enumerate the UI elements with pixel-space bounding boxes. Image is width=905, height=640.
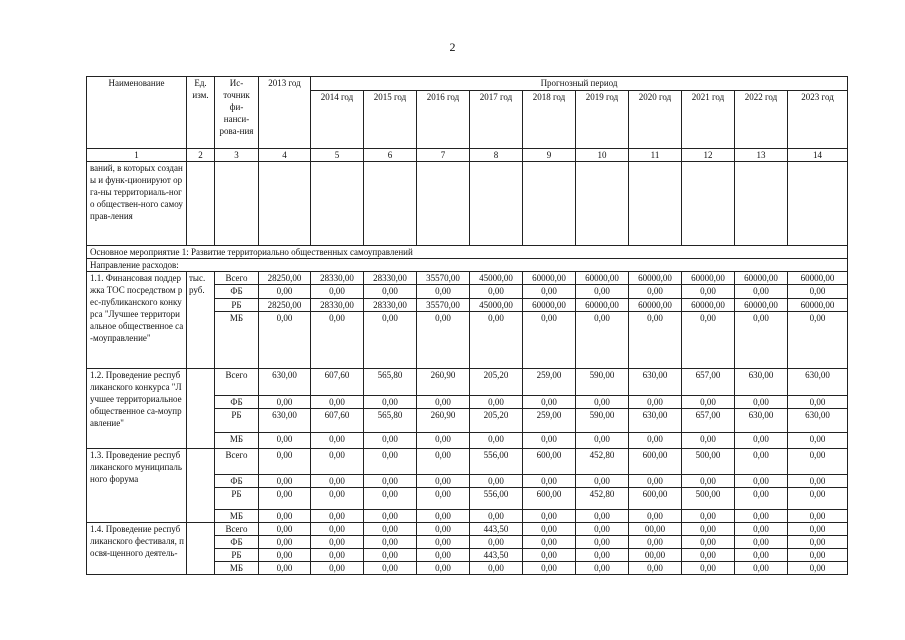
header-year: 2021 год xyxy=(682,91,735,149)
value-cell: 60000,00 xyxy=(682,272,735,285)
source-cell: РБ xyxy=(215,549,259,562)
value-cell: 0,00 xyxy=(735,523,788,536)
value-cell: 630,00 xyxy=(735,409,788,433)
value-cell: 0,00 xyxy=(788,562,848,575)
empty-cell xyxy=(259,162,311,246)
source-cell: Всего xyxy=(215,523,259,536)
value-cell: 35570,00 xyxy=(417,299,470,312)
value-cell: 0,00 xyxy=(788,433,848,449)
header-year: 2018 год xyxy=(523,91,576,149)
source-cell: ФБ xyxy=(215,285,259,299)
value-cell: 0,00 xyxy=(417,562,470,575)
value-cell: 600,00 xyxy=(629,488,682,510)
value-cell: 0,00 xyxy=(576,285,629,299)
table-row xyxy=(87,246,848,259)
empty-cell xyxy=(364,162,417,246)
value-cell: 0,00 xyxy=(735,510,788,523)
value-cell: 0,00 xyxy=(735,562,788,575)
value-cell: 0,00 xyxy=(629,562,682,575)
source-cell: РБ xyxy=(215,488,259,510)
value-cell: 0,00 xyxy=(523,562,576,575)
value-cell: 0,00 xyxy=(311,536,364,549)
value-cell: 0,00 xyxy=(259,449,311,475)
value-cell: 600,00 xyxy=(629,449,682,475)
value-cell: 0,00 xyxy=(311,285,364,299)
value-cell: 0,00 xyxy=(311,549,364,562)
value-cell: 0,00 xyxy=(523,510,576,523)
value-cell: 0,00 xyxy=(629,433,682,449)
value-cell: 60000,00 xyxy=(576,272,629,285)
value-cell: 0,00 xyxy=(629,312,682,369)
value-cell: 0,00 xyxy=(682,562,735,575)
value-cell: 0,00 xyxy=(417,285,470,299)
item-name: 1.2. Проведение республиканского конкурса "Лучшее территориальное общественное са-моуправление" xyxy=(87,369,187,449)
column-number: 1 xyxy=(87,149,187,162)
value-cell: 443,50 xyxy=(470,523,523,536)
header-2013: 2013 год xyxy=(259,77,311,149)
empty-cell xyxy=(788,162,848,246)
value-cell: 260,90 xyxy=(417,409,470,433)
value-cell: 607,60 xyxy=(311,369,364,396)
value-cell: 0,00 xyxy=(682,396,735,409)
value-cell: 0,00 xyxy=(364,510,417,523)
value-cell: 0,00 xyxy=(735,536,788,549)
value-cell: 0,00 xyxy=(259,549,311,562)
column-number: 9 xyxy=(523,149,576,162)
column-number: 6 xyxy=(364,149,417,162)
value-cell: 657,00 xyxy=(682,409,735,433)
value-cell: 0,00 xyxy=(470,285,523,299)
value-cell: 0,00 xyxy=(364,433,417,449)
value-cell: 0,00 xyxy=(470,562,523,575)
direction-label: Направление расходов: xyxy=(87,259,848,272)
value-cell: 0,00 xyxy=(788,510,848,523)
value-cell: 28250,00 xyxy=(259,272,311,285)
value-cell: 28330,00 xyxy=(311,299,364,312)
value-cell: 0,00 xyxy=(735,475,788,488)
value-cell: 556,00 xyxy=(470,488,523,510)
value-cell: 0,00 xyxy=(470,396,523,409)
budget-table xyxy=(86,76,848,575)
value-cell: 0,00 xyxy=(364,396,417,409)
value-cell: 0,00 xyxy=(682,285,735,299)
value-cell: 0,00 xyxy=(682,312,735,369)
value-cell: 0,00 xyxy=(417,396,470,409)
item-name: 1.1. Финансовая поддержка ТОС посредством рес-публиканского конкурса "Лучшее территориальное общественное са-моуправление" xyxy=(87,272,187,369)
main-event: Основное мероприятие 1: Развитие территориально общественных самоуправлений xyxy=(87,246,848,259)
value-cell: 0,00 xyxy=(788,488,848,510)
header-year: 2022 год xyxy=(735,91,788,149)
value-cell: 0,00 xyxy=(470,475,523,488)
value-cell: 452,80 xyxy=(576,488,629,510)
value-cell: 0,00 xyxy=(576,396,629,409)
value-cell: 205,20 xyxy=(470,369,523,396)
item-name: 1.3. Проведение республиканского муниципального форума xyxy=(87,449,187,523)
value-cell: 500,00 xyxy=(682,488,735,510)
value-cell: 0,00 xyxy=(788,523,848,536)
value-cell: 556,00 xyxy=(470,449,523,475)
source-cell: ФБ xyxy=(215,536,259,549)
value-cell: 0,00 xyxy=(682,523,735,536)
value-cell: 0,00 xyxy=(735,488,788,510)
empty-cell xyxy=(215,162,259,246)
value-cell: 657,00 xyxy=(682,369,735,396)
value-cell: 607,60 xyxy=(311,409,364,433)
value-cell: 0,00 xyxy=(735,312,788,369)
page-number: 2 xyxy=(449,40,456,54)
source-cell: МБ xyxy=(215,433,259,449)
value-cell: 0,00 xyxy=(629,510,682,523)
value-cell: 60000,00 xyxy=(629,272,682,285)
value-cell: 0,00 xyxy=(523,523,576,536)
value-cell: 0,00 xyxy=(788,475,848,488)
column-number: 12 xyxy=(682,149,735,162)
value-cell: 0,00 xyxy=(682,536,735,549)
value-cell: 60000,00 xyxy=(735,299,788,312)
value-cell: 500,00 xyxy=(682,449,735,475)
empty-cell xyxy=(187,162,215,246)
value-cell: 28330,00 xyxy=(311,272,364,285)
value-cell: 0,00 xyxy=(788,285,848,299)
source-cell: МБ xyxy=(215,562,259,575)
value-cell: 0,00 xyxy=(311,488,364,510)
value-cell: 590,00 xyxy=(576,409,629,433)
column-number: 11 xyxy=(629,149,682,162)
value-cell: 0,00 xyxy=(311,396,364,409)
table-row xyxy=(87,259,848,272)
header-year: 2016 год xyxy=(417,91,470,149)
value-cell: 60000,00 xyxy=(788,299,848,312)
unit-cell xyxy=(187,449,215,523)
value-cell: 0,00 xyxy=(788,312,848,369)
column-number: 3 xyxy=(215,149,259,162)
value-cell: 0,00 xyxy=(311,562,364,575)
value-cell: 0,00 xyxy=(364,475,417,488)
value-cell: 0,00 xyxy=(523,285,576,299)
source-cell: Всего xyxy=(215,272,259,285)
header-year: 2019 год xyxy=(576,91,629,149)
value-cell: 0,00 xyxy=(576,536,629,549)
value-cell: 60000,00 xyxy=(576,299,629,312)
value-cell: 0,00 xyxy=(417,488,470,510)
value-cell: 630,00 xyxy=(735,369,788,396)
value-cell: 0,00 xyxy=(259,312,311,369)
value-cell: 630,00 xyxy=(788,409,848,433)
value-cell: 0,00 xyxy=(259,562,311,575)
table-row xyxy=(87,149,848,162)
header-name: Наименование xyxy=(87,77,187,149)
value-cell: 0,00 xyxy=(523,549,576,562)
value-cell: 0,00 xyxy=(259,285,311,299)
value-cell: 0,00 xyxy=(364,449,417,475)
value-cell: 0,00 xyxy=(259,523,311,536)
value-cell: 630,00 xyxy=(629,369,682,396)
unit-cell xyxy=(187,369,215,449)
value-cell: 0,00 xyxy=(417,433,470,449)
value-cell: 0,00 xyxy=(259,475,311,488)
header-source: Ис-точник фи-нанси-рова-ния xyxy=(215,77,259,149)
value-cell: 600,00 xyxy=(523,488,576,510)
column-number: 13 xyxy=(735,149,788,162)
value-cell: 0,00 xyxy=(682,475,735,488)
value-cell: 60000,00 xyxy=(523,272,576,285)
value-cell: 0,00 xyxy=(364,549,417,562)
source-cell: МБ xyxy=(215,312,259,369)
empty-cell xyxy=(523,162,576,246)
value-cell: 0,00 xyxy=(311,475,364,488)
empty-cell xyxy=(576,162,629,246)
header-year: 2017 год xyxy=(470,91,523,149)
value-cell: 0,00 xyxy=(364,488,417,510)
value-cell: 0,00 xyxy=(523,475,576,488)
value-cell: 0,00 xyxy=(629,475,682,488)
value-cell: 630,00 xyxy=(259,369,311,396)
source-cell: Всего xyxy=(215,449,259,475)
value-cell: 60000,00 xyxy=(735,272,788,285)
value-cell: 0,00 xyxy=(576,433,629,449)
value-cell: 565,80 xyxy=(364,369,417,396)
header-year: 2020 год xyxy=(629,91,682,149)
value-cell: 0,00 xyxy=(629,396,682,409)
source-cell: РБ xyxy=(215,409,259,433)
header-unit: Ед. изм. xyxy=(187,77,215,149)
value-cell: 0,00 xyxy=(576,562,629,575)
value-cell: 60000,00 xyxy=(682,299,735,312)
value-cell: 0,00 xyxy=(470,312,523,369)
value-cell: 0,00 xyxy=(417,449,470,475)
value-cell: 0,00 xyxy=(417,523,470,536)
value-cell: 0,00 xyxy=(682,549,735,562)
value-cell: 0,00 xyxy=(788,549,848,562)
value-cell: 0,00 xyxy=(523,396,576,409)
value-cell: 0,00 xyxy=(682,433,735,449)
value-cell: 0,00 xyxy=(523,312,576,369)
value-cell: 0,00 xyxy=(788,449,848,475)
source-cell: ФБ xyxy=(215,475,259,488)
value-cell: 45000,00 xyxy=(470,272,523,285)
value-cell: 0,00 xyxy=(576,523,629,536)
value-cell: 0,00 xyxy=(735,396,788,409)
header-forecast: Прогнозный период xyxy=(311,77,848,91)
column-number: 10 xyxy=(576,149,629,162)
value-cell: 0,00 xyxy=(364,523,417,536)
empty-cell xyxy=(470,162,523,246)
column-number: 4 xyxy=(259,149,311,162)
value-cell: 590,00 xyxy=(576,369,629,396)
value-cell: 0,00 xyxy=(523,536,576,549)
value-cell: 0,00 xyxy=(259,536,311,549)
header-year: 2023 год xyxy=(788,91,848,149)
unit-cell: тыс. руб. xyxy=(187,272,215,369)
item-name: 1.4. Проведение республиканского фестиваля, посвя-щенного деятель- xyxy=(87,523,187,575)
value-cell: 259,00 xyxy=(523,409,576,433)
value-cell: 0,00 xyxy=(735,449,788,475)
table-row xyxy=(87,523,848,536)
value-cell: 60000,00 xyxy=(629,299,682,312)
source-cell: РБ xyxy=(215,299,259,312)
column-number: 7 xyxy=(417,149,470,162)
value-cell: 443,50 xyxy=(470,549,523,562)
value-cell: 0,00 xyxy=(417,510,470,523)
value-cell: 60000,00 xyxy=(788,272,848,285)
value-cell: 630,00 xyxy=(259,409,311,433)
value-cell: 0,00 xyxy=(417,549,470,562)
value-cell: 00,00 xyxy=(629,523,682,536)
empty-cell xyxy=(311,162,364,246)
value-cell: 0,00 xyxy=(259,396,311,409)
value-cell: 0,00 xyxy=(364,536,417,549)
value-cell: 28330,00 xyxy=(364,299,417,312)
value-cell: 0,00 xyxy=(470,510,523,523)
value-cell: 0,00 xyxy=(629,285,682,299)
value-cell: 0,00 xyxy=(735,285,788,299)
value-cell: 0,00 xyxy=(470,433,523,449)
value-cell: 0,00 xyxy=(311,523,364,536)
value-cell: 205,20 xyxy=(470,409,523,433)
value-cell: 259,00 xyxy=(523,369,576,396)
value-cell: 0,00 xyxy=(470,536,523,549)
table-row xyxy=(87,272,848,285)
value-cell: 60000,00 xyxy=(523,299,576,312)
value-cell: 0,00 xyxy=(364,285,417,299)
value-cell: 0,00 xyxy=(364,562,417,575)
column-number: 2 xyxy=(187,149,215,162)
value-cell: 0,00 xyxy=(311,433,364,449)
value-cell: 0,00 xyxy=(735,549,788,562)
column-number: 8 xyxy=(470,149,523,162)
value-cell: 0,00 xyxy=(364,312,417,369)
value-cell: 0,00 xyxy=(735,433,788,449)
value-cell: 0,00 xyxy=(311,312,364,369)
value-cell: 0,00 xyxy=(576,475,629,488)
value-cell: 28330,00 xyxy=(364,272,417,285)
table-row xyxy=(87,449,848,475)
value-cell: 0,00 xyxy=(417,536,470,549)
value-cell: 0,00 xyxy=(629,536,682,549)
value-cell: 565,80 xyxy=(364,409,417,433)
value-cell: 0,00 xyxy=(576,510,629,523)
table-row xyxy=(87,77,848,91)
value-cell: 0,00 xyxy=(576,312,629,369)
empty-cell xyxy=(417,162,470,246)
continuation-text: ваний, в которых созданы и функ-ционируют орга-ны территориаль-ного обществен-ного самоуправ-ления xyxy=(87,162,187,246)
table-row xyxy=(87,162,848,246)
value-cell: 630,00 xyxy=(629,409,682,433)
value-cell: 600,00 xyxy=(523,449,576,475)
value-cell: 0,00 xyxy=(417,312,470,369)
column-number: 14 xyxy=(788,149,848,162)
value-cell: 0,00 xyxy=(259,510,311,523)
value-cell: 0,00 xyxy=(311,510,364,523)
value-cell: 0,00 xyxy=(576,549,629,562)
source-cell: МБ xyxy=(215,510,259,523)
value-cell: 260,90 xyxy=(417,369,470,396)
unit-cell xyxy=(187,523,215,575)
value-cell: 0,00 xyxy=(259,488,311,510)
empty-cell xyxy=(682,162,735,246)
value-cell: 0,00 xyxy=(417,475,470,488)
value-cell: 0,00 xyxy=(788,396,848,409)
value-cell: 630,00 xyxy=(788,369,848,396)
value-cell: 00,00 xyxy=(629,549,682,562)
value-cell: 0,00 xyxy=(523,433,576,449)
empty-cell xyxy=(735,162,788,246)
header-year: 2015 год xyxy=(364,91,417,149)
column-number: 5 xyxy=(311,149,364,162)
source-cell: Всего xyxy=(215,369,259,396)
source-cell: ФБ xyxy=(215,396,259,409)
value-cell: 28250,00 xyxy=(259,299,311,312)
value-cell: 0,00 xyxy=(682,510,735,523)
value-cell: 452,80 xyxy=(576,449,629,475)
value-cell: 0,00 xyxy=(259,433,311,449)
header-year: 2014 год xyxy=(311,91,364,149)
table-row xyxy=(87,369,848,396)
empty-cell xyxy=(629,162,682,246)
value-cell: 0,00 xyxy=(311,449,364,475)
value-cell: 35570,00 xyxy=(417,272,470,285)
value-cell: 0,00 xyxy=(788,536,848,549)
value-cell: 45000,00 xyxy=(470,299,523,312)
